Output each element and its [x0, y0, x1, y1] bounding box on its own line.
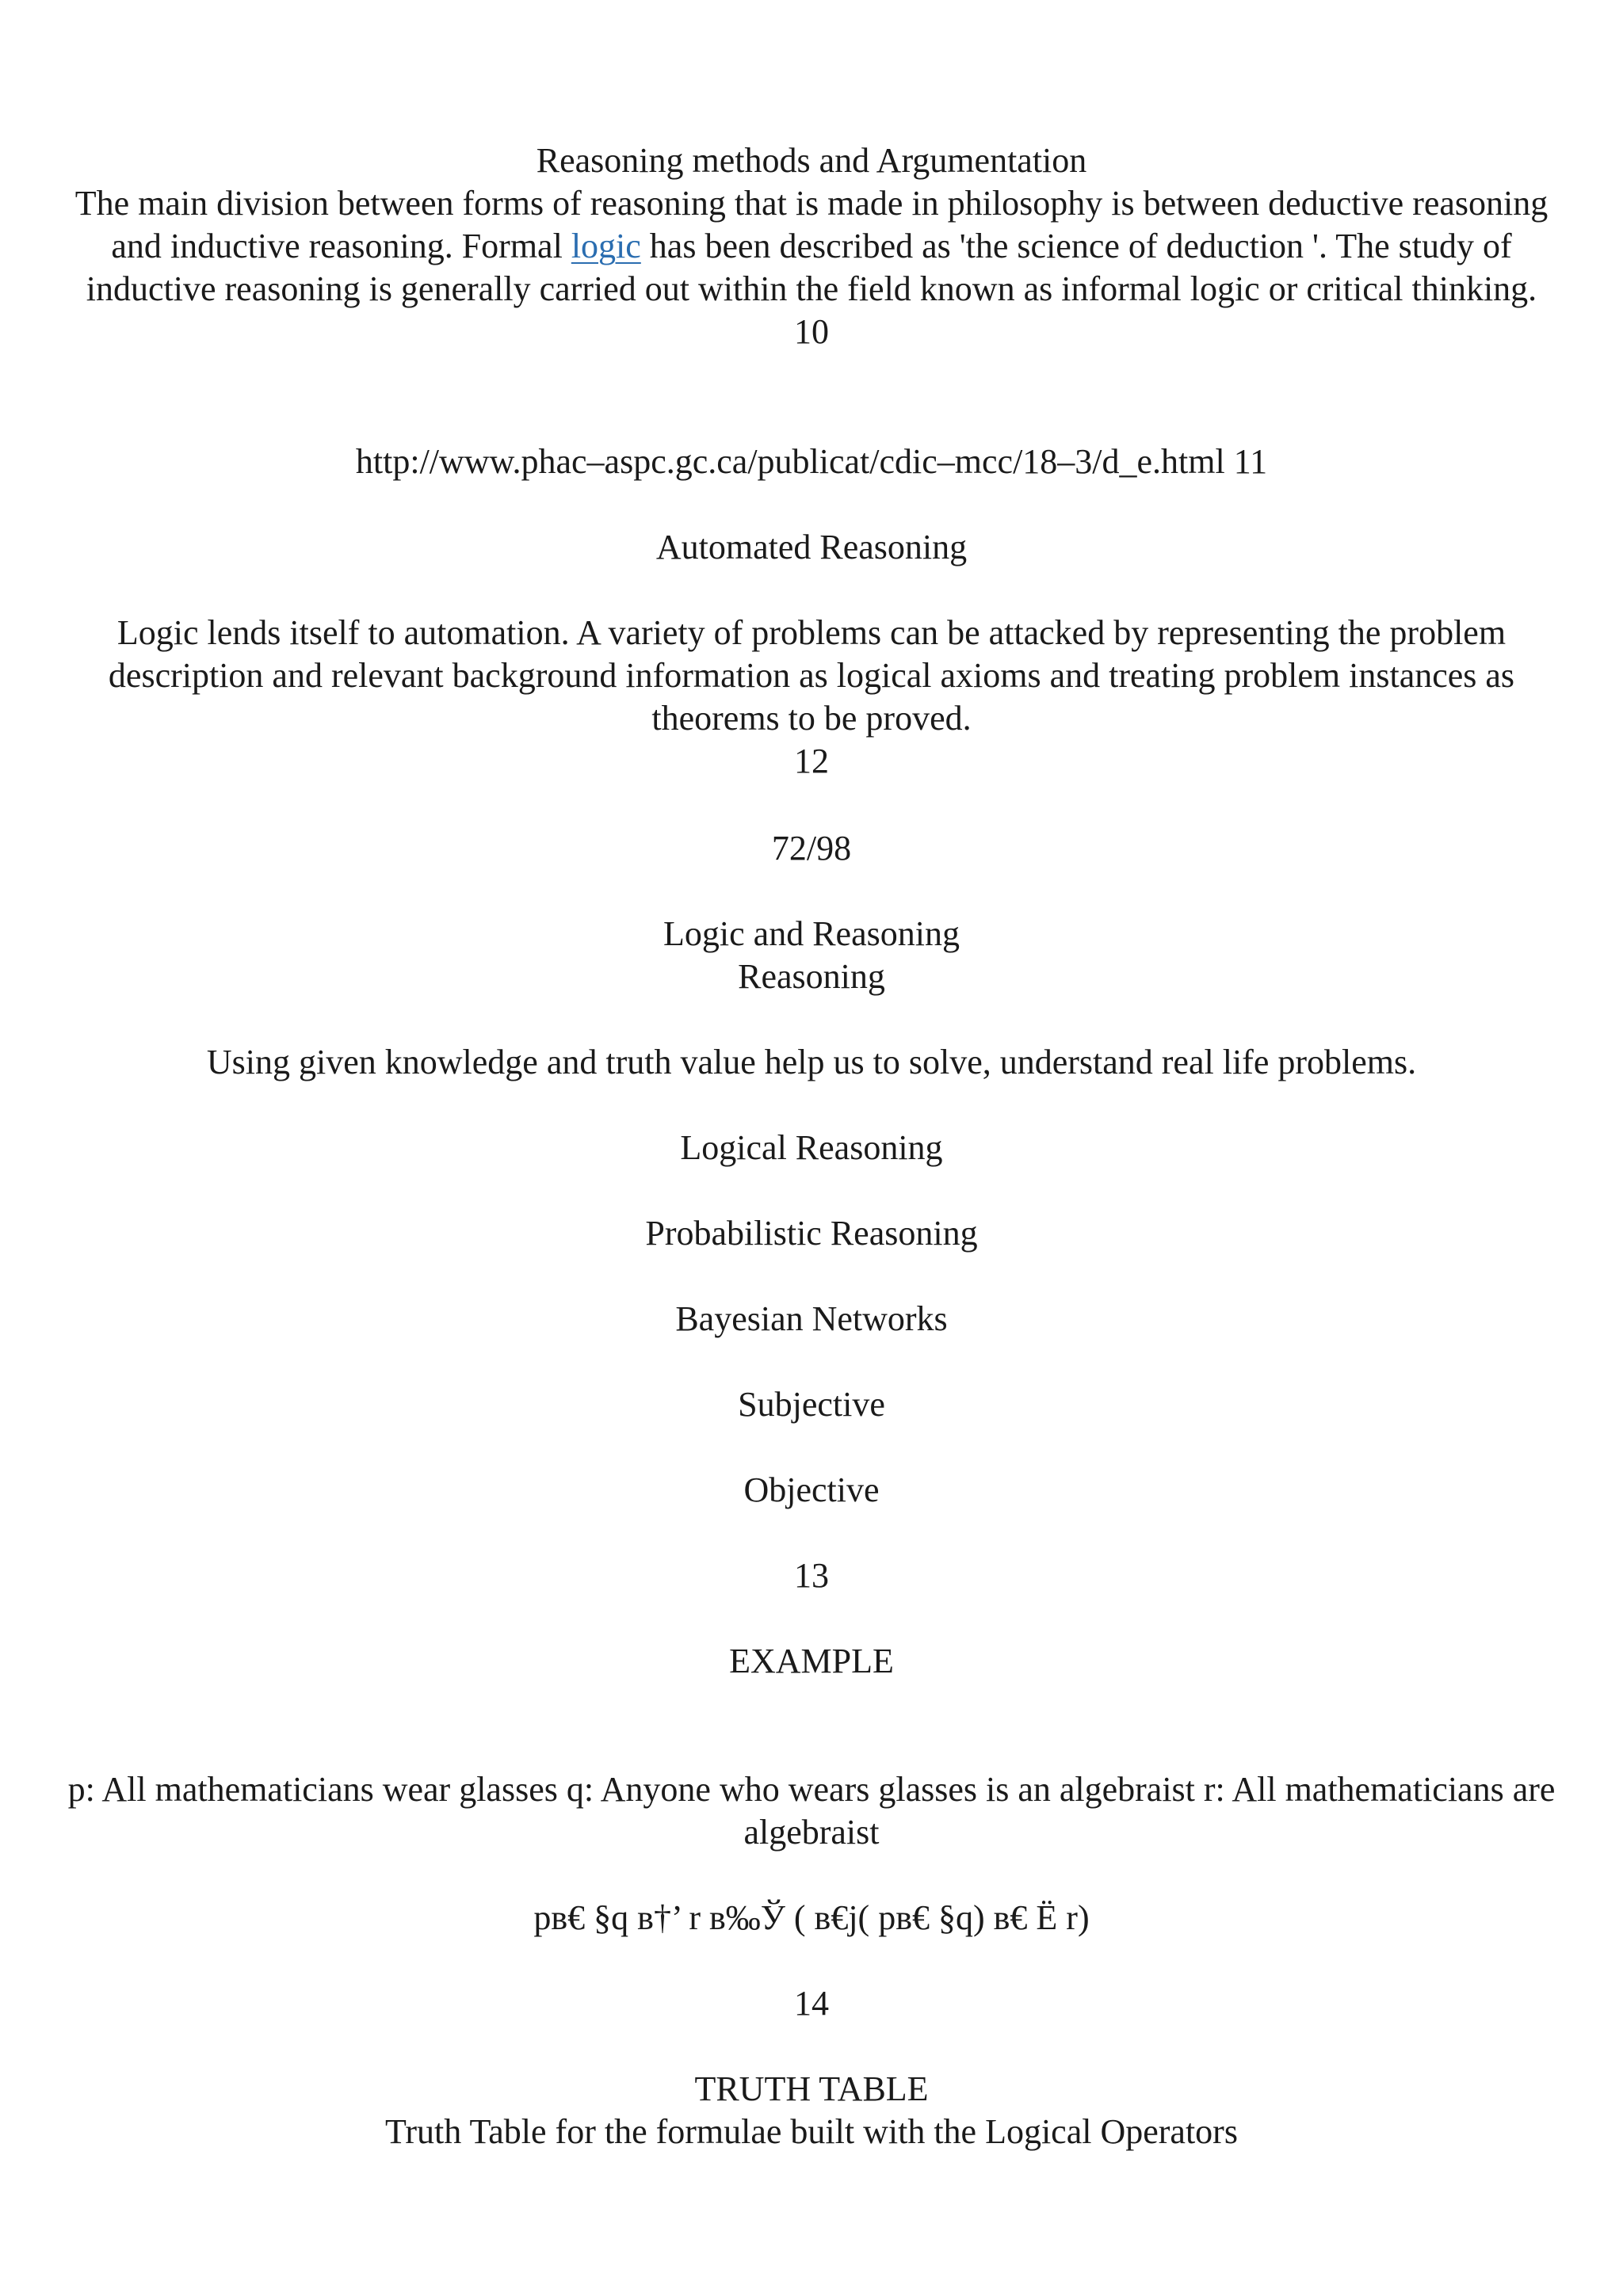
section-truth-table	[55, 2068, 1568, 2153]
list-item: Probabilistic Reasoning	[645, 1214, 978, 1253]
section-title: TRUTH TABLE	[694, 2069, 929, 2108]
page-counter: 72/98	[771, 829, 852, 868]
page-number: 12	[794, 742, 829, 780]
section-reasoning-methods	[55, 139, 1568, 353]
example-formula: pв€ §q в†’ r в‰Ў ( в€j( pв€ §q) в€ Ё r)	[533, 1898, 1090, 1937]
list-item: Subjective	[738, 1385, 885, 1424]
example-statement: p: All mathematicians wear glasses q: Anyone who wears glasses is an algebraist r: All mathematicians are algebraist	[67, 1770, 1556, 1852]
section-title: Automated Reasoning	[655, 528, 968, 566]
list-item: Objective	[743, 1470, 880, 1509]
section-subtitle: Reasoning	[738, 957, 885, 996]
section-paragraph: Logic lends itself to automation. A variety of problems can be attacked by representing the problem description and relevant background information as logical axioms and treating problem instances as theorems to be proved.	[108, 613, 1515, 738]
section-subtitle: Truth Table for the formulae built with the Logical Operators	[385, 2112, 1238, 2151]
section-title: Reasoning methods and Argumentation	[536, 141, 1087, 180]
list-item: Logical Reasoning	[680, 1128, 943, 1167]
logic-link[interactable]: logic	[571, 227, 641, 265]
section-logic-and-reasoning	[55, 913, 1568, 998]
page-number: 10	[794, 312, 829, 351]
list-item: Bayesian Networks	[675, 1299, 948, 1338]
url-line: http://www.phac–aspc.gc.ca/publicat/cdic–mcc/18–3/d_e.html 11	[355, 442, 1268, 481]
section-title: Logic and Reasoning	[663, 914, 960, 953]
section-paragraph: The main division between forms of reasoning that is made in philosophy is between deductive reasoning and inductive reasoning. Formal logic has been described as 'the science of deduction '. The study of inductive reasoning is generally carried out within the field known as informal logic or critical thinking.	[74, 184, 1549, 308]
section-title: EXAMPLE	[729, 1642, 894, 1680]
section-paragraph: Using given knowledge and truth value help us to solve, understand real life problems.	[206, 1043, 1417, 1081]
section-automated-reasoning	[55, 612, 1568, 783]
page-number: 13	[794, 1556, 829, 1595]
page-number: 14	[794, 1984, 829, 2023]
